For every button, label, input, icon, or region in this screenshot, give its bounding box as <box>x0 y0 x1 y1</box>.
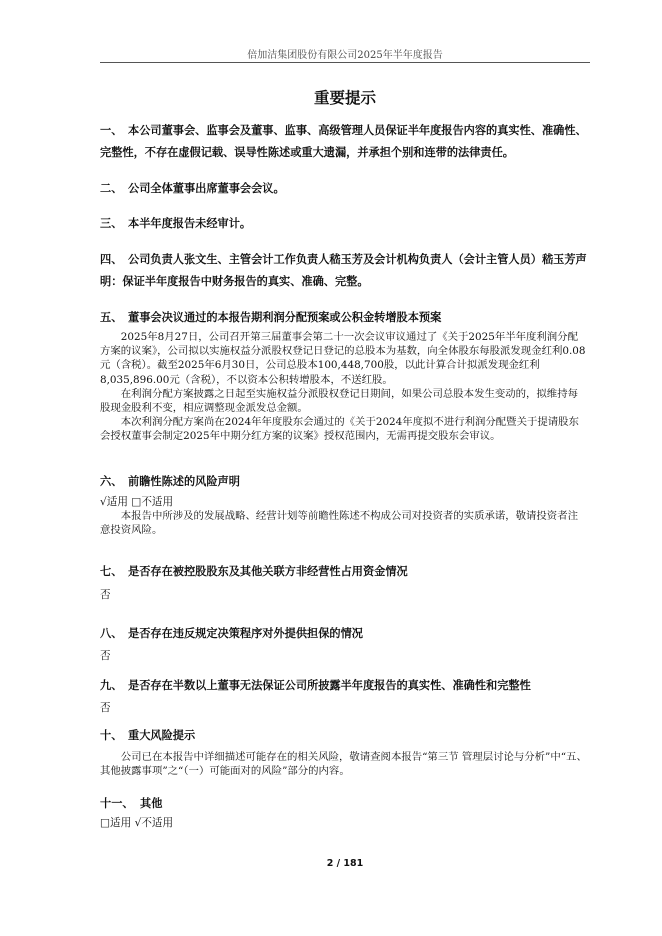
section-heading: 是否存在半数以上董事无法保证公司所披露半年度报告的真实性、准确性和完整性 <box>128 678 531 692</box>
section-2 <box>100 177 588 199</box>
header-divider <box>100 62 590 63</box>
section-4 <box>100 248 588 292</box>
section-number: 一、 <box>100 123 123 137</box>
section-heading: 重大风险提示 <box>128 728 196 742</box>
section-answer: 否 <box>100 589 111 601</box>
page-number: 2 / 181 <box>326 858 364 869</box>
paragraph: 公司已在本报告中详细描述可能存在的相关风险，敬请查阅本报告“第三节 管理层讨论与分析”中“五、其他披露事项”之“（一）可能面对的风险”部分的内容。 <box>100 751 587 778</box>
section-number: 二、 <box>100 181 123 195</box>
page-title: 重要提示 <box>313 88 376 107</box>
section-heading: 本半年度报告未经审计。 <box>128 216 252 230</box>
section-1 <box>100 119 588 163</box>
section-body <box>100 330 588 444</box>
section-answer: 否 <box>100 650 111 662</box>
section-heading-row <box>100 724 588 746</box>
running-header: 倍加洁集团股份有限公司2025年半年度报告 <box>247 50 443 61</box>
applicability-choice: □适用 √不适用 <box>100 817 174 829</box>
section-body <box>100 509 588 537</box>
section-5 <box>100 306 588 444</box>
section-heading: 其他 <box>140 796 163 810</box>
section-heading-row <box>100 560 588 582</box>
section-heading: 前瞻性陈述的风险声明 <box>128 474 240 488</box>
section-heading: 是否存在被控股股东及其他关联方非经营性占用资金情况 <box>128 564 408 578</box>
section-10 <box>100 724 588 778</box>
section-heading-row <box>100 674 588 696</box>
section-9 <box>100 674 588 715</box>
section-answer: 否 <box>100 702 111 714</box>
section-heading-row <box>100 622 588 644</box>
section-heading-row <box>100 792 588 814</box>
paragraph: 本报告中所涉及的发展战略、经营计划等前瞻性陈述不构成公司对投资者的实质承诺，敬请投资者注意投资风险。 <box>100 510 578 537</box>
section-heading: 本公司董事会、监事会及董事、监事、高级管理人员保证半年度报告内容的真实性、准确性、完整性，不存在虚假记载、误导性陈述或重大遗漏，并承担个别和连带的法律责任。 <box>100 123 587 159</box>
section-number: 五、 <box>100 310 123 324</box>
section-heading: 公司负责人张文生、主管会计工作负责人嵇玉芳及会计机构负责人（会计主管人员）嵇玉芳声明：保证半年度报告中财务报告的真实、准确、完整。 <box>100 252 587 288</box>
section-heading-row <box>100 470 588 492</box>
section-heading: 公司全体董事出席董事会会议。 <box>128 181 285 195</box>
section-number: 九、 <box>100 678 123 692</box>
section-number: 十一、 <box>100 796 134 810</box>
paragraph: 本次利润分配方案尚在2024年年度股东会通过的《关于2024年度拟不进行利润分配暨关于提请股东会授权董事会制定2025年中期分红方案的议案》授权范围内，无需再提交股东会审议。 <box>100 416 579 443</box>
section-11 <box>100 792 588 830</box>
section-7 <box>100 560 588 602</box>
section-number: 七、 <box>100 564 123 578</box>
section-heading-row <box>100 306 588 328</box>
section-number: 十、 <box>100 728 123 742</box>
section-6 <box>100 470 588 537</box>
section-heading: 董事会决议通过的本报告期利润分配预案或公积金转增股本预案 <box>128 310 442 324</box>
section-3 <box>100 212 588 234</box>
section-body <box>100 750 588 778</box>
paragraph: 2025年8月27日，公司召开第三届董事会第二十一次会议审议通过了《关于2025年半年度利润分配方案的议案》，公司拟以实施权益分派股权登记日登记的总股本为基数，向全体股东每股派发现金红利0.08元（含税）。截至2025年6月30日，公司总股本100,448,700股，以此计算合计拟派发现金红利8,035,896.00元（含税），不以资本公积转增股本，不送红股。 <box>100 331 586 386</box>
paragraph: 在利润分配方案披露之日起至实施权益分派股权登记日期间，如果公司总股本发生变动的，拟维持每股现金股利不变，相应调整现金派发总金额。 <box>100 387 578 415</box>
section-heading: 是否存在违反规定决策程序对外提供担保的情况 <box>128 626 363 640</box>
section-number: 三、 <box>100 216 123 230</box>
section-number: 四、 <box>100 252 123 266</box>
section-number: 八、 <box>100 626 123 640</box>
section-number: 六、 <box>100 474 123 488</box>
applicability-choice: √适用 □不适用 <box>100 496 174 508</box>
section-8 <box>100 622 588 663</box>
